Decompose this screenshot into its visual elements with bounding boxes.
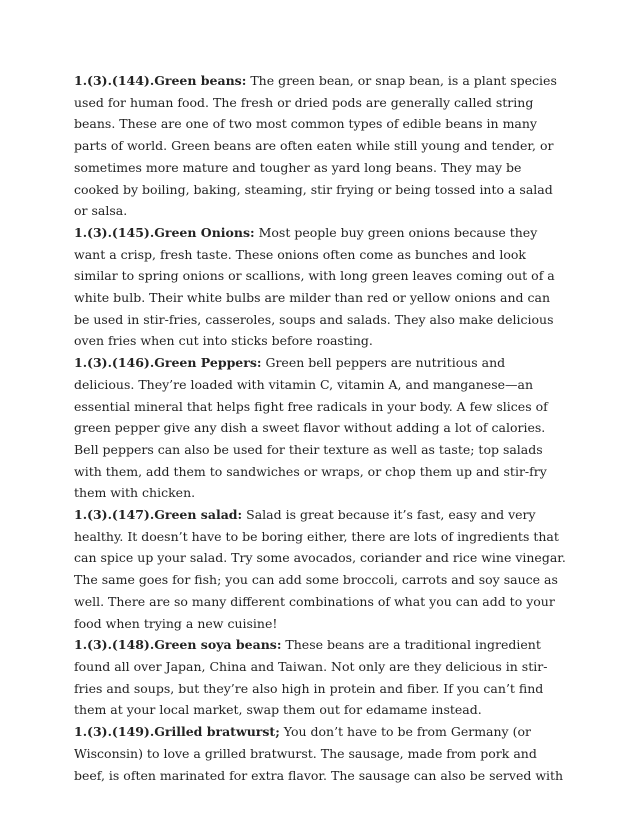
entry-heading: 1.(3).(148).Green soya beans: (74, 637, 282, 653)
entry-green-salad (74, 504, 568, 634)
entry-green-beans (74, 70, 568, 222)
entry-body: Salad is great because it’s fast, easy and very healthy. It doesn’t have to be boring either, there are lots of ingredients that can spice up your salad. Try some avocados, coriander and rice wine vinegar. The same goes for fish; you can add some broccoli, carrots and soy sauce as well. There are so many different combinations of what you can add to your food when trying a new cuisine! (74, 507, 566, 631)
entry-heading: 1.(3).(144).Green beans: (74, 73, 247, 88)
entry-green-onions (74, 222, 568, 352)
entry-body: These beans are a traditional ingredient found all over Japan, China and Taiwan. Not only are they delicious in stir-fries and soups, but they’re also high in protein and fiber. If you can’t find them at your local market, swap them out for edamame instead. (74, 637, 548, 718)
entry-heading: 1.(3).(147).Green salad: (74, 507, 243, 523)
entry-body: Most people buy green onions because they want a crisp, fresh taste. These onions often come as bunches and look similar to spring onions or scallions, with long green leaves coming out of a white bulb. Their white bulbs are milder than red or yellow onions and can be used in stir-fries, casseroles, soups and salads. They also make delicious oven fries when cut into sticks before roasting. (74, 224, 555, 349)
entry-body: You don’t have to be from Germany (or Wisconsin) to love a grilled bratwurst. The sausage, made from pork and beef, is often marinated for extra flavor. The sausage can also be served with (74, 724, 564, 783)
entry-grilled-bratwurst (74, 721, 568, 786)
entry-heading: 1.(3).(145).Green Onions: (74, 224, 255, 240)
entry-body: Green bell peppers are nutritious and delicious. They’re loaded with vitamin C, vitamin A, and manganese—an essential mineral that helps fight free radicals in your body. A few slices of green pepper give any dish a sweet flavor without adding a lot of calories. Bell peppers can also be used for their texture as well as taste; top salads with them, add them to sandwiches or wraps, or chop them up and stir-fry them with chicken. (74, 355, 548, 501)
entry-heading: 1.(3).(149).Grilled bratwurst; (74, 724, 280, 740)
entry-heading: 1.(3).(146).Green Peppers: (74, 355, 262, 371)
entry-green-peppers (74, 352, 568, 504)
entry-green-soya-beans (74, 634, 568, 721)
entry-body: The green bean, or snap bean, is a plant species used for human food. The fresh or dried pods are generally called string beans. These are one of two most common types of edible beans in many parts of world. Green beans are often eaten while still young and tender, or sometimes more mature and tougher as yard long beans. They may be cooked by boiling, baking, steaming, stir frying or being tossed into a salad or salsa. (74, 73, 557, 219)
document-page (74, 70, 568, 786)
